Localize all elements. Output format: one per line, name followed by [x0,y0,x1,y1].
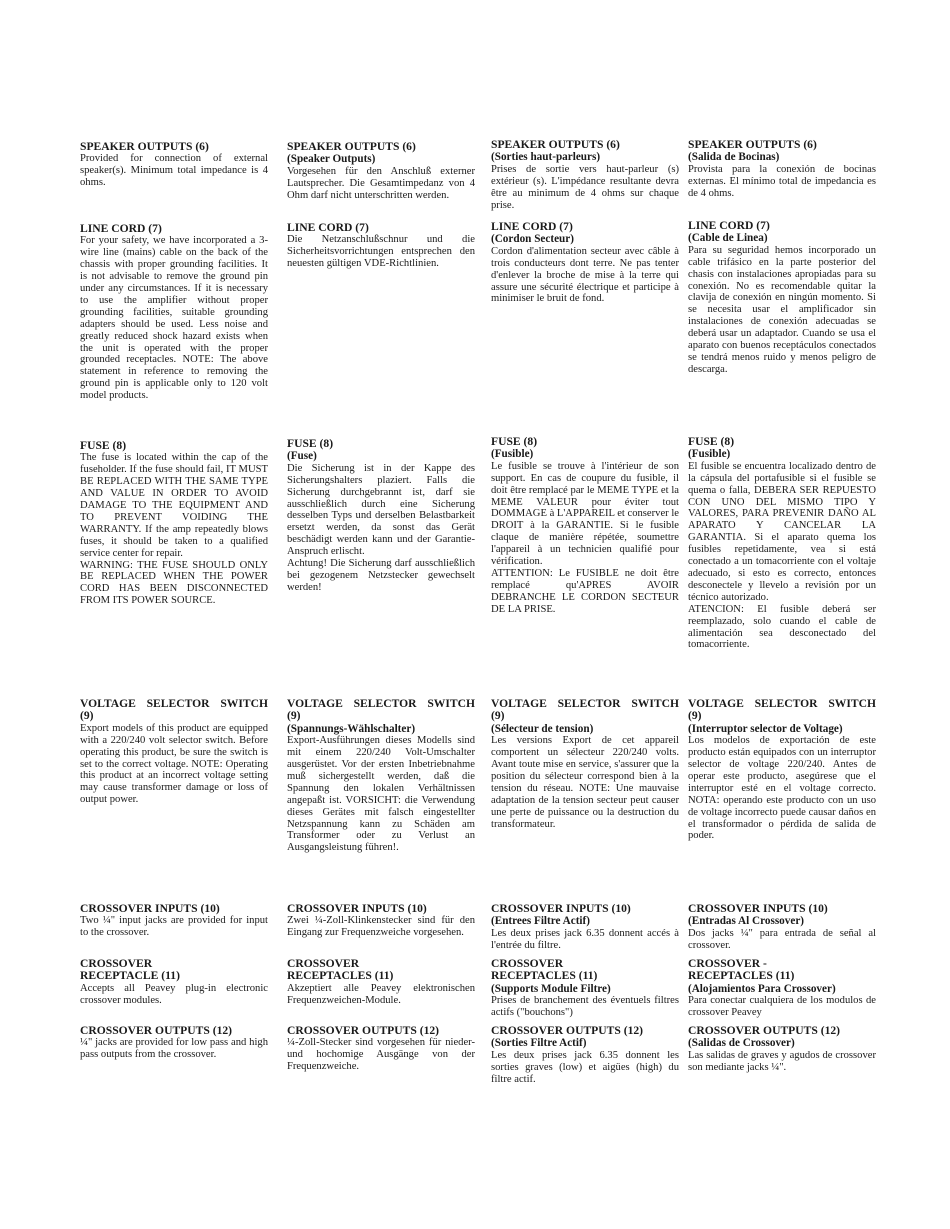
crossover-receptacles-fr [491,958,679,1019]
line-cord-fr [491,221,679,305]
section-body: Les deux prises jack 6.35 donnent accés à l'entrée du filtre. [491,927,679,951]
section-heading: SPEAKER OUTPUTS (6) [80,140,209,153]
section-heading: LINE CORD (7) [688,219,770,232]
section-body: Die Netzanschlußschnur und die Sicherheitsvorrichtungen entsprechen den neuesten gültigen VDE-Richtlinien. [287,234,475,270]
section-heading: LINE CORD (7) [80,222,162,235]
crossover-receptacles-de [287,958,475,1007]
section-heading: VOLTAGE SELECTOR SWITCH (9) [80,697,268,723]
section-heading: CROSSOVER INPUTS (10) [287,902,427,915]
section-body: Accepts all Peavey plug-in electronic crossover modules. [80,982,268,1006]
section-body: Le fusible se trouve à l'intérieur de son support. En cas de coupure du fusible, il doit être remplacé par le MEME TYPE et la MEME VALEUR pour éviter tout DOMMAGE à L'APPAREIL et conserver le DROIT à la GARANTIE. Si le fusible claque de manière répétée, soumettre l'appareil à un technicien qualifié pour vérification. ATTENTION: Le FUSIBLE ne doit être remplacé qu'APRES AVOIR DEBRANCHE LE CORDON SECTEUR DE LA PRISE. [491,460,679,615]
section-heading: VOLTAGE SELECTOR SWITCH (9) [688,697,876,723]
section-body: Akzeptiert alle Peavey elektronischen Frequenzweichen-Module. [287,982,475,1006]
section-heading: SPEAKER OUTPUTS (6) [287,140,416,153]
section-subheading: (Interruptor selector de Voltage) [688,722,843,735]
crossover-outputs-es [688,1025,876,1074]
crossover-outputs-fr [491,1025,679,1086]
section-body: Die Sicherung ist in der Kappe des Sicherungshalters plaziert. Falls die Sicherung durchgebrannt ist, darf sie ausschließlich durch eine Sicherung desselben Typs und derselben Belastbarkeit ersetzt werden, da sonst das Gerät beschädigt werden kann und der Garantie-Anspruch erlischt. Achtung! Die Sicherung darf ausschließlich bei gezogenem Netzstecker gewechselt werden! [287,462,475,593]
section-subheading: (Supports Module Filtre) [491,982,611,995]
section-subheading: (Sorties haut-parleurs) [491,151,601,164]
section-subheading: (Salidas de Crossover) [688,1037,795,1050]
section-body: Export models of this product are equipped with a 220/240 volt selector switch. Before operating this product, be sure the switch is set to the correct voltage. NOTE: Operating this product at an incorrect voltage setting may cause transformer damage or loss of output power. [80,722,268,806]
section-heading: SPEAKER OUTPUTS (6) [491,138,620,151]
section-subheading: (Spannungs-Wählschalter) [287,722,416,735]
section-subheading: (Sorties Filtre Actif) [491,1037,587,1050]
section-heading: LINE CORD (7) [287,221,369,234]
section-subheading: (Salida de Bocinas) [688,151,780,164]
line-cord-en [80,223,268,402]
section-heading: FUSE (8) [287,437,334,450]
fuse-en [80,440,268,607]
section-body: Zwei ¼-Zoll-Klinkenstecker sind für den Eingang zur Frequenzweiche vorgesehen. [287,915,475,939]
speaker-outputs-es [688,139,876,200]
section-heading: CROSSOVER OUTPUTS (12) [688,1024,841,1037]
fuse-fr [491,436,679,616]
crossover-outputs-en [80,1025,268,1061]
section-heading: VOLTAGE SELECTOR SWITCH (9) [491,697,679,723]
section-body: Cordon d'alimentation secteur avec câble à trois conducteurs dont terre. Ne pas tenter d'enlever la broche de mise à la terre qui assure une sécurité électrique et participe à minimiser le bruit de fond. [491,245,679,305]
line-cord-es [688,220,876,376]
section-body: Para su seguridad hemos incorporado un cable trifásico en la parte posterior del chasis con instalaciones apropiadas para su conexión. No es recomendable quitar la clavija de conexión en ningún momento. Si se necesita usar el amplificador sin instalaciones de conexión adecuadas se deberá usar un adaptador. Cuando se usa el aparato con buenos receptáculos conectados se tendrá menos ruido y menos peligro de descarga. [688,244,876,375]
fuse-es [688,436,876,651]
section-heading: VOLTAGE SELECTOR SWITCH (9) [287,697,475,723]
section-body: Provista para la conexión de bocinas externas. El mínimo total de impedancia es de 4 ohms. [688,163,876,199]
section-subheading: (Entradas Al Crossover) [688,915,805,928]
section-body: El fusible se encuentra localizado dentro de la cápsula del portafusible si el fusible se quema o falla, DEBERA SER REPUESTO CON UNO DEL MISMO TIPO Y VALORES, PARA PREVENIR DAÑO AL APARATO Y CANCELAR LA GARANTIA. Si el aparato quema los fusibles repetidamente, vea si está conectado a un tomacorriente con el voltaje adecuado, si esto es correcto, entonces desconectele y llevelo a revisión por un técnico autorizado. ATENCION: El fusible deberá ser reemplazado, solo cuando el cable de alimentación sea desconectado del tomacorriente. [688,460,876,651]
section-heading: FUSE (8) [491,435,538,448]
section-subheading: (Cordon Secteur) [491,233,574,246]
voltage-selector-de [287,698,475,854]
speaker-outputs-en [80,141,268,189]
section-heading: CROSSOVER OUTPUTS (12) [80,1024,233,1037]
section-subheading: (Sélecteur de tension) [491,722,594,735]
section-body: Les versions Export de cet appareil comportent un sélecteur 220/240 volts. Avant toute mise en service, s'assurer que la position du sélecteur correspond bien à la tension du réseau. NOTE: Une mauvaise adaptation de la tension secteur peut causer une perte de puissance ou la destruction du transformateur. [491,735,679,830]
crossover-inputs-fr [491,903,679,952]
section-body: Les deux prises jack 6.35 donnent les sorties graves (low) et aigües (high) du filtre actif. [491,1049,679,1085]
speaker-outputs-fr [491,139,679,211]
section-subheading: (Fusible) [688,448,731,461]
section-heading: CROSSOVER RECEPTACLES (11) [491,957,598,983]
section-body: ¼" jacks are provided for low pass and high pass outputs from the crossover. [80,1037,268,1061]
section-heading: CROSSOVER INPUTS (10) [80,902,220,915]
section-subheading: (Entrees Filtre Actif) [491,915,590,928]
crossover-receptacles-es [688,958,876,1019]
section-heading: CROSSOVER - RECEPTACLES (11) [688,957,795,983]
crossover-inputs-es [688,903,876,952]
section-heading: CROSSOVER INPUTS (10) [688,902,828,915]
section-body: Para conectar cualquiera de los modulos de crossover Peavey [688,995,876,1019]
section-heading: CROSSOVER OUTPUTS (12) [491,1024,644,1037]
section-heading: CROSSOVER RECEPTACLES (11) [287,957,394,983]
section-heading: FUSE (8) [80,439,127,452]
section-subheading: (Fusible) [491,448,534,461]
section-subheading: (Cable de Linea) [688,232,768,245]
section-body: For your safety, we have incorporated a 3-wire line (mains) cable on the back of the chassis with proper grounding facilities. It is not advisable to remove the ground pin under any circumstances. If it is necessary to use the amplifier without proper grounding facilities, suitable grounding adapters should be used. Less noise and greatly reduced shock hazard exists when the unit is operated with the proper grounded receptacles. NOTE: The above statement in reference to removing the ground pin is applicable only to 120 volt model products. [80,235,268,402]
crossover-receptacles-en [80,958,268,1007]
crossover-outputs-de [287,1025,475,1073]
section-body: Prises de branchement des éventuels filtres actifs ("bouchons") [491,995,679,1019]
crossover-inputs-en [80,903,268,939]
section-subheading: (Alojamientos Para Crossover) [688,982,836,995]
section-body: Provided for connection of external speaker(s). Minimum total impedance is 4 ohms. [80,153,268,189]
fuse-de [287,438,475,594]
section-body: Las salidas de graves y agudos de crossover son mediante jacks ¼". [688,1049,876,1073]
voltage-selector-fr [491,698,679,830]
line-cord-de [287,222,475,270]
section-heading: CROSSOVER OUTPUTS (12) [287,1024,440,1037]
voltage-selector-en [80,698,268,806]
section-body: ¼-Zoll-Stecker sind vorgesehen für nieder- und hochomige Ausgänge von der Frequenzweiche. [287,1037,475,1073]
section-body: Dos jacks ¼" para entrada de señal al crossover. [688,927,876,951]
section-body: Los modelos de exportación de este producto están equipados con un interruptor selector de voltage 220/240. Antes de operar este producto, asegúrese que el interruptor esté en el voltage correcto. NOTA: operando este producto con un uso de voltage incorrecto puede causar daños en el transformador o pérdida de salida de poder. [688,735,876,842]
section-body: The fuse is located within the cap of the fuseholder. If the fuse should fail, IT MUST BE REPLACED WITH THE SAME TYPE AND VALUE IN ORDER TO AVOID DAMAGE TO THE EQUIPMENT AND TO PREVENT VOIDING THE WARRANTY. If the amp repeatedly blows fuses, it should be taken to a qualified service center for repair. WARNING: THE FUSE SHOULD ONLY BE REPLACED WHEN THE POWER CORD HAS BEEN DISCONNECTED FROM ITS POWER SOURCE. [80,452,268,607]
crossover-inputs-de [287,903,475,939]
section-heading: CROSSOVER RECEPTACLE (11) [80,957,180,983]
section-heading: LINE CORD (7) [491,220,573,233]
section-body: Vorgesehen für den Anschluß externer Lautsprecher. Die Gesamtimpedanz von 4 Ohm darf nicht unterschritten werden. [287,165,475,201]
section-body: Export-Ausführungen dieses Modells sind mit einem 220/240 Volt-Umschalter ausgerüstet. Vor der ersten Inbetriebnahme muß sichergestellt werden, daß die Spannung den lokalen Verhältnissen angepaßt ist. VORSICHT: die Verwendung dieses Gerätes mit falsch eingestellter Netzspannung kann zu Schäden am Transformer oder zu Verlust an Ausgangsleistung führen!. [287,735,475,854]
section-body: Prises de sortie vers haut-parleur (s) extérieur (s). L'impédance resultante devra être au minimum de 4 ohms sur chaque prise. [491,163,679,211]
section-subheading: (Fuse) [287,450,317,463]
speaker-outputs-de [287,141,475,202]
section-heading: FUSE (8) [688,435,735,448]
voltage-selector-es [688,698,876,842]
section-subheading: (Speaker Outputs) [287,153,376,166]
section-heading: SPEAKER OUTPUTS (6) [688,138,817,151]
section-body: Two ¼" input jacks are provided for input to the crossover. [80,915,268,939]
section-heading: CROSSOVER INPUTS (10) [491,902,631,915]
